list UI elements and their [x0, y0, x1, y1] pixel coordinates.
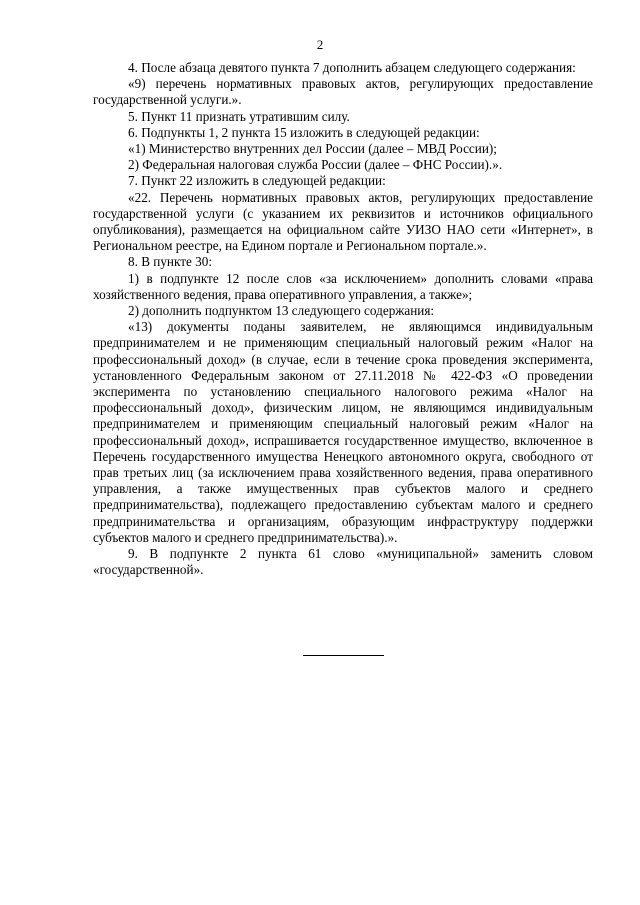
- paragraph-item-6: 6. Подпункты 1, 2 пункта 15 изложить в следующей редакции:: [128, 124, 480, 140]
- paragraph-item-8-sub-13: «13) документы поданы заявителем, не являющимся индивидуальным предпринимателем и не применяющим специальный налоговый режим «Налог на профессиональный доход» (в случае, если в течение срока проведения эксперимента, установленного Федеральным законом от 27.11.2018 № 422-ФЗ «О проведении эксперимента по установлению специального налогового режима «Налог на профессиональный доход», физическим лицом, не являющимся индивидуальным предпринимателем и применяющим специальный налоговый режим «Налог на профессиональный доход», испрашивается государственное имущество, включенное в Перечень государственного имущества Ненецкого автономного округа, свободного от прав третьих лиц (за исключением права хозяйственного ведения, права оперативного управления, а также имущественных прав субъектов малого и среднего предпринимательства), подлежащего предоставлению субъектам малого и среднего предпринимательства и организациям, образующим инфраструктуру поддержки субъектов малого и среднего предпринимательства).».: [93, 319, 593, 545]
- paragraph-item-7-quote: «22. Перечень нормативных правовых актов, регулирующих предоставление государственной услуги (с указанием их реквизитов и источников официального опубликования), размещается на официальном сайте УИЗО НАО сети «Интернет», в Региональном реестре, на Едином портале и Региональном портале.».: [93, 189, 593, 254]
- paragraph-item-6-sub-2: 2) Федеральная налоговая служба России (далее – ФНС России).».: [128, 157, 503, 173]
- page-number: 2: [316, 37, 324, 52]
- end-divider-line: [303, 655, 384, 656]
- paragraph-item-7: 7. Пункт 22 изложить в следующей редакции:: [128, 173, 386, 189]
- paragraph-item-6-sub-1: «1) Министерство внутренних дел России (далее – МВД России);: [128, 141, 497, 157]
- paragraph-item-8-sub-2: 2) дополнить подпунктом 13 следующего содержания:: [128, 303, 435, 319]
- paragraph-item-9: 9. В подпункте 2 пункта 61 слово «муниципальной» заменить словом «государственной».: [93, 546, 593, 578]
- paragraph-item-8: 8. В пункте 30:: [128, 254, 212, 270]
- document-body: [93, 60, 593, 579]
- paragraph-item-8-sub-1: 1) в подпункте 12 после слов «за исключением» дополнить словами «права хозяйственного ведения, права оперативного управления, а также»;: [93, 270, 593, 302]
- paragraph-item-4-quote: «9) перечень нормативных правовых актов, регулирующих предоставление государственной услуги.».: [93, 76, 593, 108]
- paragraph-item-4: 4. После абзаца девятого пункта 7 дополнить абзацем следующего содержания:: [128, 60, 576, 75]
- paragraph-item-5: 5. Пункт 11 признать утратившим силу.: [128, 108, 350, 124]
